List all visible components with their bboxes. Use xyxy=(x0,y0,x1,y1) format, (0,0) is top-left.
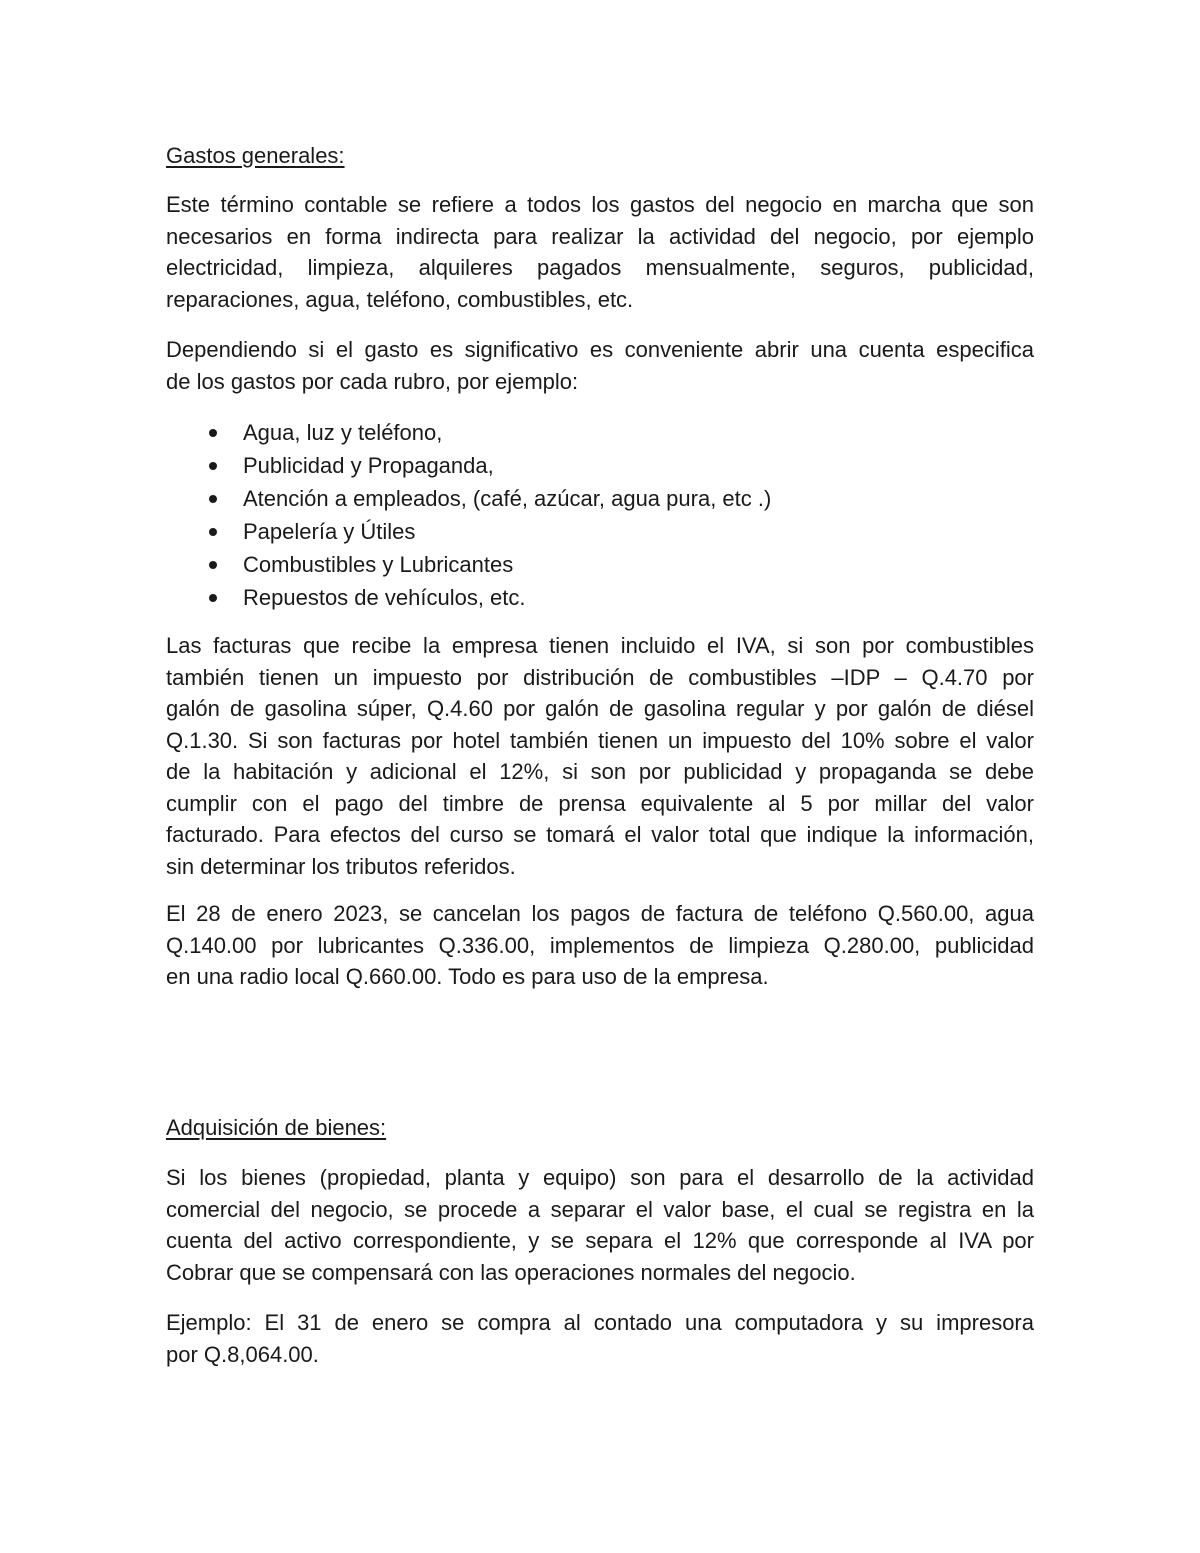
bullet-icon xyxy=(209,462,217,470)
list-item-text: Repuestos de vehículos, etc. xyxy=(243,585,526,610)
heading-gastos-generales: Gastos generales: xyxy=(166,143,345,168)
text-line: también tienen un impuesto por distribución de combustibles –IDP – Q.4.70 por xyxy=(166,664,1034,690)
text-line: Cobrar que se compensará con las operaciones normales del negocio. xyxy=(166,1259,856,1285)
text-line: Ejemplo: El 31 de enero se compra al contado una computadora y su impresora xyxy=(166,1310,1034,1335)
heading-adquisicion-bienes: Adquisición de bienes: xyxy=(166,1115,387,1140)
text-line: facturado. Para efectos del curso se tomará el valor total que indique la información, xyxy=(166,822,1034,847)
paragraph-gastos-definicion xyxy=(166,189,1034,315)
text-line: cuenta del activo correspondiente, y se separa el 12% que corresponde al IVA por xyxy=(166,1228,1034,1253)
bullet-icon xyxy=(209,528,217,536)
text-line: Q.1.30. Si son facturas por hotel también tienen un impuesto del 10% sobre el valor xyxy=(166,727,1034,753)
list-item xyxy=(166,548,1034,581)
paragraph-adquisicion-descripcion xyxy=(166,1162,1034,1288)
text-line: reparaciones, agua, teléfono, combustibles, etc. xyxy=(166,286,634,312)
bullet-icon xyxy=(209,561,217,569)
list-item xyxy=(166,482,1034,515)
text-line: electricidad, limpieza, alquileres pagados mensualmente, seguros, publicidad, xyxy=(166,255,1034,280)
text-line: Q.140.00 por lubricantes Q.336.00, implementos de limpieza Q.280.00, publicidad xyxy=(166,932,1034,958)
list-item xyxy=(166,515,1034,548)
list-item xyxy=(166,416,1034,449)
text-line: necesarios en forma indirecta para realizar la actividad del negocio, por ejemplo xyxy=(166,223,1034,249)
list-item-text: Publicidad y Propaganda, xyxy=(243,453,494,478)
list-item xyxy=(166,581,1034,614)
paragraph-ejemplo-compra xyxy=(166,1307,1034,1370)
text-line: Este término contable se refiere a todos los gastos del negocio en marcha que son xyxy=(166,192,1034,217)
list-item-text: Agua, luz y teléfono, xyxy=(243,420,443,445)
text-line: Las facturas que recibe la empresa tienen incluido el IVA, si son por combustibles xyxy=(166,633,1034,658)
text-line: El 28 de enero 2023, se cancelan los pagos de factura de teléfono Q.560.00, agua xyxy=(166,901,1034,926)
text-line: de los gastos por cada rubro, por ejemplo: xyxy=(166,368,579,394)
bullet-icon xyxy=(209,594,217,602)
text-line: comercial del negocio, se procede a separar el valor base, el cual se registra en la xyxy=(166,1196,1034,1222)
paragraph-cuenta-especifica xyxy=(166,334,1034,397)
text-line: sin determinar los tributos referidos. xyxy=(166,853,516,879)
text-line: galón de gasolina súper, Q.4.60 por galón de gasolina regular y por galón de diésel xyxy=(166,696,1034,721)
text-line: de la habitación y adicional el 12%, si son por publicidad y propaganda se debe xyxy=(166,759,1034,784)
list-item-text: Combustibles y Lubricantes xyxy=(243,552,514,577)
text-line: cumplir con el pago del timbre de prensa equivalente al 5 por millar del valor xyxy=(166,790,1034,816)
paragraph-ejemplo-pagos xyxy=(166,898,1034,993)
text-line: Si los bienes (propiedad, planta y equipo) son para el desarrollo de la actividad xyxy=(166,1165,1034,1190)
text-line: en una radio local Q.660.00. Todo es para uso de la empresa. xyxy=(166,964,769,989)
bullet-icon xyxy=(209,495,217,503)
text-line: Dependiendo si el gasto es significativo es conveniente abrir una cuenta especifica xyxy=(166,337,1034,362)
paragraph-facturas-iva xyxy=(166,630,1034,882)
list-item-text: Papelería y Útiles xyxy=(243,519,416,544)
bullet-icon xyxy=(209,429,217,437)
list-item xyxy=(166,449,1034,482)
list-item-text: Atención a empleados, (café, azúcar, agua pura, etc .) xyxy=(243,486,772,511)
text-line: por Q.8,064.00. xyxy=(166,1341,319,1367)
bullet-list-rubros xyxy=(166,416,1034,614)
